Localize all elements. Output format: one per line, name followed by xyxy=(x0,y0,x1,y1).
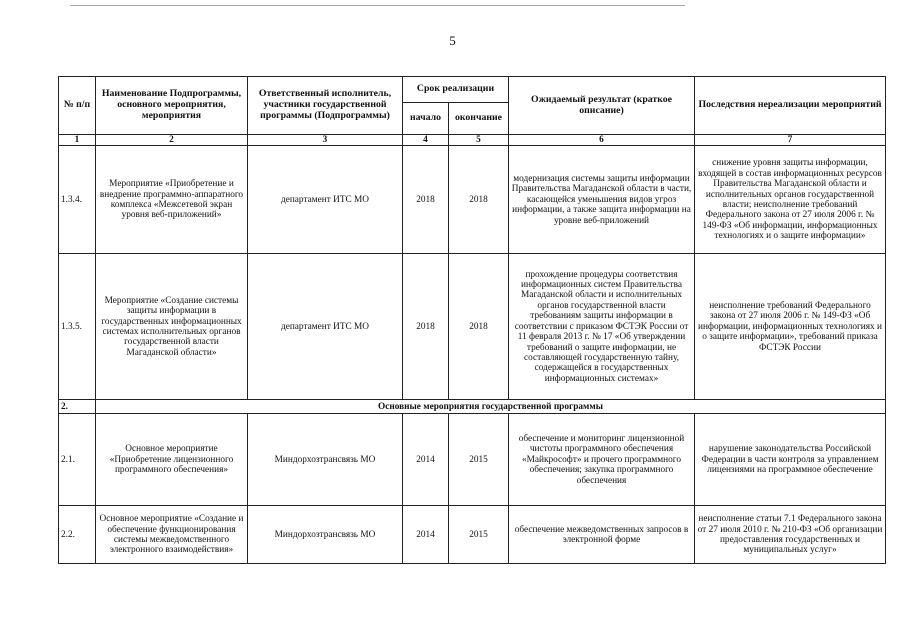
row-end: 2015 xyxy=(449,506,509,564)
row-num: 1.3.5. xyxy=(59,254,96,400)
row-responsible: департамент ИТС МО xyxy=(248,254,403,400)
row-result: обеспечение и мониторинг лицензионной чистоты программного обеспечения «Майкрософт» и прочего программного обеспечения; закупка программного обеспечения xyxy=(509,414,695,506)
row-end: 2018 xyxy=(449,254,509,400)
row-consequences: неисполнение статьи 7.1 Федерального закона от 27 июля 2010 г. № 210-ФЗ «Об организации предоставления государственных и муниципальных услуг» xyxy=(695,506,886,564)
row-num: 1.3.4. xyxy=(59,146,96,254)
row-name: Основное мероприятие «Создание и обеспечение функционирования системы межведомственного электронного взаимодействия» xyxy=(96,506,248,564)
row-result: модернизация системы защиты информации Правительства Магаданской области в части, касающейся уменьшения видов угроз информации, а также защита информации на уровне веб-приложений xyxy=(509,146,695,254)
section-num: 2. xyxy=(59,400,96,414)
column-index: 5 xyxy=(449,135,509,146)
header-num: № п/п xyxy=(59,77,96,135)
row-start: 2018 xyxy=(403,254,449,400)
table-row xyxy=(59,506,886,564)
section-title: Основные мероприятия государственной программы xyxy=(96,400,886,414)
header-start: начало xyxy=(403,103,449,135)
row-name: Основное мероприятие «Приобретение лицензионного программного обеспечения» xyxy=(96,414,248,506)
row-responsible: Миндорхозтрансвязь МО xyxy=(248,414,403,506)
row-responsible: департамент ИТС МО xyxy=(248,146,403,254)
row-consequences: нарушение законодательства Российской Федерации в части контроля за управлением лицензиями на программное обеспечение xyxy=(695,414,886,506)
page-number: 5 xyxy=(449,33,456,48)
column-index: 2 xyxy=(96,135,248,146)
section-row xyxy=(59,400,886,414)
scan-edge-line xyxy=(70,5,685,6)
row-end: 2018 xyxy=(449,146,509,254)
table-row xyxy=(59,414,886,506)
row-responsible: Миндорхозтрансвязь МО xyxy=(248,506,403,564)
row-start: 2014 xyxy=(403,414,449,506)
header-result: Ожидаемый результат (краткое описание) xyxy=(509,77,695,135)
row-consequences: неисполнение требований Федерального закона от 27 июля 2006 г. № 149-ФЗ «Об информации, информационных технологиях и о защите информации», требований приказа ФСТЭК России xyxy=(695,254,886,400)
row-num: 2.2. xyxy=(59,506,96,564)
row-num: 2.1. xyxy=(59,414,96,506)
row-start: 2018 xyxy=(403,146,449,254)
row-name: Мероприятие «Приобретение и внедрение программно-аппаратного комплекса «Межсетевой экран уровня веб-приложений» xyxy=(96,146,248,254)
table-row xyxy=(59,146,886,254)
row-start: 2014 xyxy=(403,506,449,564)
column-index: 6 xyxy=(509,135,695,146)
measures-table xyxy=(58,76,886,564)
header-consequences: Последствия нереализации мероприятий xyxy=(695,77,886,135)
column-index-row xyxy=(59,135,886,146)
row-result: прохождение процедуры соответствия информационных систем Правительства Магаданской области и исполнительных органов государственной власти требованиям защиты информации в соответствии с приказом ФСТЭК России от 11 февраля 2013 г. № 17 «Об утверждении требований о защите информации, не составляющей государственную тайну, содержащейся в государственных информационных системах» xyxy=(509,254,695,400)
table-row xyxy=(59,254,886,400)
column-index: 4 xyxy=(403,135,449,146)
row-result: обеспечение межведомственных запросов в электронной форме xyxy=(509,506,695,564)
column-index: 1 xyxy=(59,135,96,146)
header-responsible: Ответственный исполнитель, участники государственной программы (Подпрограммы) xyxy=(248,77,403,135)
column-index: 7 xyxy=(695,135,886,146)
row-name: Мероприятие «Создание системы защиты информации в государственных информационных системах исполнительных органов государственной власти Магаданской области» xyxy=(96,254,248,400)
row-consequences: снижение уровня защиты информации, входящей в состав информационных ресурсов Правительства Магаданской области и исполнительных органов государственной власти; неисполнение требований Федерального закона от 27 июля 2006 г. № 149-ФЗ «Об информации, информационных технологиях и о защите информации» xyxy=(695,146,886,254)
header-end: окончание xyxy=(449,103,509,135)
header-name: Наименование Подпрограммы, основного мероприятия, мероприятия xyxy=(96,77,248,135)
column-index: 3 xyxy=(248,135,403,146)
row-end: 2015 xyxy=(449,414,509,506)
header-term: Срок реализации xyxy=(403,77,509,103)
